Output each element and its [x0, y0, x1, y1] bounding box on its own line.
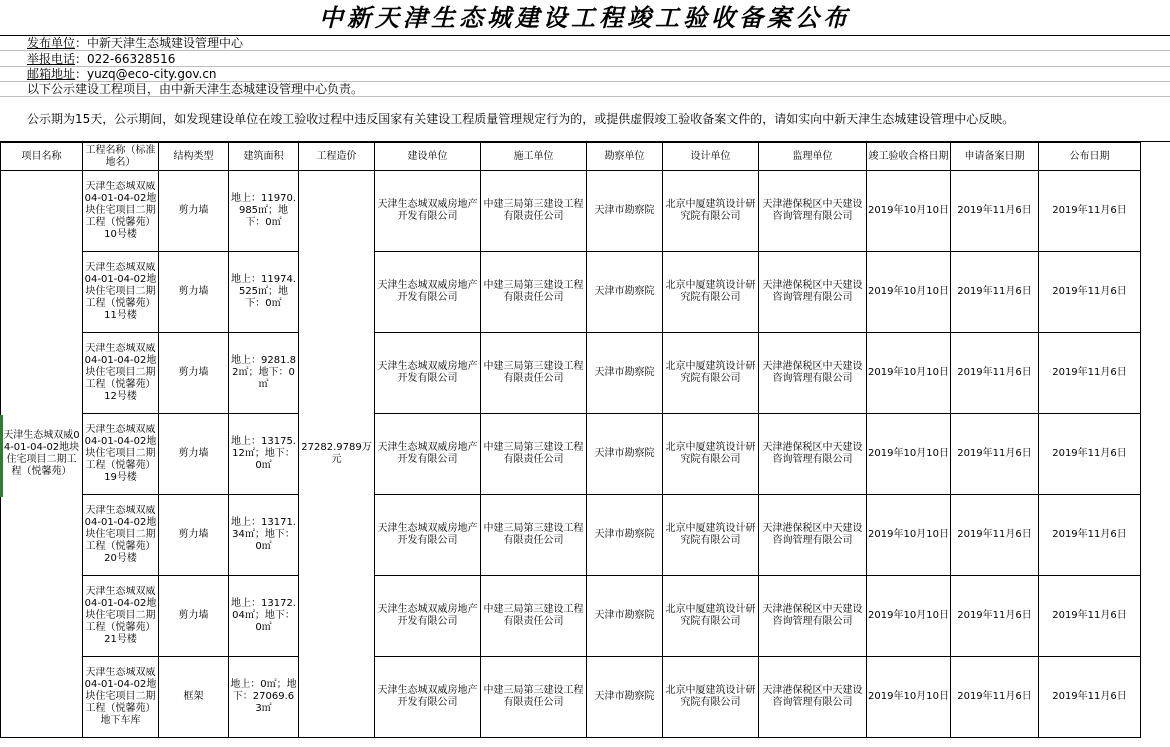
table-cell: 2019年10月10日 — [867, 657, 951, 738]
table-cell — [83, 333, 159, 414]
table-cell: 天津港保税区中天建设咨询管理有限公司 — [759, 576, 867, 657]
table-cell: 天津港保税区中天建设咨询管理有限公司 — [759, 414, 867, 495]
table-cell: 天津生态城双威房地产开发有限公司 — [375, 495, 481, 576]
table-cell: 中建三局第三建设工程有限责任公司 — [481, 657, 587, 738]
table-cell: 地上：13171.34㎡；地下：0㎡ — [229, 495, 299, 576]
info-value: 022-66328516 — [87, 52, 176, 66]
project-name: 天津生态城双威04-01-04-02地块住宅项目二期工程（悦馨苑） — [3, 430, 80, 477]
notice-text: 公示期为15天，公示期间，如发现建设单位在竣工验收过程中违反国家有关建设工程质量管理规定行为的，或提供虚假竣工验收备案文件的，请如实向中新天津生态城建设管理中心反映。 — [0, 96, 1170, 142]
cell-text: 天津生态城双威04-01-04-02地块住宅项目二期工程（悦馨苑）19号楼 — [84, 424, 157, 483]
table-cell: 剪力墙 — [159, 495, 229, 576]
table-cell: 2019年10月10日 — [867, 252, 951, 333]
intro-text: 以下公示建设工程项目，由中新天津生态城建设管理中心负责。 — [0, 81, 1170, 97]
table-cell: 地上：0㎡；地下：27069.63㎡ — [229, 657, 299, 738]
table-cell — [83, 657, 159, 738]
column-header: 项目名称 — [1, 143, 83, 171]
table-row — [1, 657, 1141, 738]
column-header: 公布日期 — [1039, 143, 1141, 171]
table-cell: 天津市勘察院 — [587, 333, 663, 414]
table-cell — [83, 171, 159, 252]
cell-text: 天津生态城双威04-01-04-02地块住宅项目二期工程（悦馨苑）21号楼 — [84, 586, 157, 645]
cell-text: 天津生态城双威04-01-04-02地块住宅项目二期工程（悦馨苑）地下车库 — [84, 667, 157, 726]
table-cell: 天津港保税区中天建设咨询管理有限公司 — [759, 657, 867, 738]
table-cell: 北京中厦建筑设计研究院有限公司 — [663, 333, 759, 414]
table-cell: 2019年10月10日 — [867, 495, 951, 576]
table-row — [1, 252, 1141, 333]
table-cell: 天津港保税区中天建设咨询管理有限公司 — [759, 495, 867, 576]
table-cell: 天津市勘察院 — [587, 657, 663, 738]
title-row — [0, 0, 1170, 36]
table-cell: 2019年11月6日 — [1039, 576, 1141, 657]
table-cell: 天津生态城双威房地产开发有限公司 — [375, 171, 481, 252]
table-cell: 地上：13172.04㎡；地下：0㎡ — [229, 576, 299, 657]
table-cell: 中建三局第三建设工程有限责任公司 — [481, 333, 587, 414]
table-cell: 2019年11月6日 — [951, 576, 1039, 657]
selection-marker — [0, 415, 3, 497]
info-label: 邮箱地址 — [27, 67, 76, 81]
project-cost: 27282.9789万元 — [301, 442, 372, 465]
table-cell: 剪力墙 — [159, 414, 229, 495]
info-value: yuzq@eco-city.gov.cn — [87, 67, 217, 81]
table-cell: 北京中厦建筑设计研究院有限公司 — [663, 495, 759, 576]
column-header: 勘察单位 — [587, 143, 663, 171]
cell-text: 天津生态城双威04-01-04-02地块住宅项目二期工程（悦馨苑）12号楼 — [84, 343, 157, 402]
table-cell: 中建三局第三建设工程有限责任公司 — [481, 414, 587, 495]
table-cell: 2019年11月6日 — [951, 414, 1039, 495]
table-cell: 地上：11970.985㎡；地下：0㎡ — [229, 171, 299, 252]
table-cell: 北京中厦建筑设计研究院有限公司 — [663, 171, 759, 252]
table-cell: 中建三局第三建设工程有限责任公司 — [481, 576, 587, 657]
table-cell: 地上：9281.82㎡；地下：0㎡ — [229, 333, 299, 414]
table-cell — [83, 252, 159, 333]
info-publisher — [0, 35, 1170, 51]
column-header: 建筑面积 — [229, 143, 299, 171]
table-cell: 2019年11月6日 — [1039, 657, 1141, 738]
info-separator: ： — [75, 36, 88, 50]
table-cell: 天津市勘察院 — [587, 414, 663, 495]
column-header: 申请备案日期 — [951, 143, 1039, 171]
table-cell: 2019年11月6日 — [951, 171, 1039, 252]
table-cell: 北京中厦建筑设计研究院有限公司 — [663, 252, 759, 333]
table-cell: 2019年11月6日 — [1039, 414, 1141, 495]
table-cell: 2019年10月10日 — [867, 414, 951, 495]
table-cell: 地上：13175.12㎡；地下：0㎡ — [229, 414, 299, 495]
table-cell — [83, 495, 159, 576]
table-cell: 天津生态城双威房地产开发有限公司 — [375, 657, 481, 738]
column-header: 竣工验收合格日期 — [867, 143, 951, 171]
table-cell: 2019年11月6日 — [1039, 171, 1141, 252]
column-header: 监理单位 — [759, 143, 867, 171]
table-cell — [83, 576, 159, 657]
table-cell: 天津市勘察院 — [587, 576, 663, 657]
table-cell: 剪力墙 — [159, 171, 229, 252]
column-header: 工程造价 — [299, 143, 375, 171]
table-cell: 北京中厦建筑设计研究院有限公司 — [663, 576, 759, 657]
table-cell: 框架 — [159, 657, 229, 738]
table-cell: 2019年11月6日 — [951, 252, 1039, 333]
table-cell: 地上：11974.525㎡；地下：0㎡ — [229, 252, 299, 333]
column-header: 施工单位 — [481, 143, 587, 171]
table-cell: 中建三局第三建设工程有限责任公司 — [481, 252, 587, 333]
cost-cell — [299, 171, 375, 738]
table-cell: 剪力墙 — [159, 333, 229, 414]
table-cell: 天津生态城双威房地产开发有限公司 — [375, 333, 481, 414]
table-cell: 天津市勘察院 — [587, 171, 663, 252]
table-row — [1, 576, 1141, 657]
column-header: 建设单位 — [375, 143, 481, 171]
table-cell: 2019年11月6日 — [1039, 333, 1141, 414]
project-table — [0, 142, 1141, 738]
table-cell: 天津港保税区中天建设咨询管理有限公司 — [759, 333, 867, 414]
table-cell: 天津生态城双威房地产开发有限公司 — [375, 576, 481, 657]
table-cell: 天津市勘察院 — [587, 252, 663, 333]
table-cell: 2019年11月6日 — [951, 495, 1039, 576]
table-cell: 2019年11月6日 — [951, 333, 1039, 414]
table-cell: 北京中厦建筑设计研究院有限公司 — [663, 414, 759, 495]
table-row — [1, 414, 1141, 495]
table-cell: 剪力墙 — [159, 252, 229, 333]
info-separator: ： — [75, 52, 88, 66]
cell-text: 天津生态城双威04-01-04-02地块住宅项目二期工程（悦馨苑）11号楼 — [84, 262, 157, 321]
table-row — [1, 495, 1141, 576]
table-cell: 天津港保税区中天建设咨询管理有限公司 — [759, 252, 867, 333]
table-cell: 天津市勘察院 — [587, 495, 663, 576]
table-cell: 2019年10月10日 — [867, 576, 951, 657]
column-header: 结构类型 — [159, 143, 229, 171]
cell-text: 天津生态城双威04-01-04-02地块住宅项目二期工程（悦馨苑）10号楼 — [84, 181, 157, 240]
table-cell: 2019年11月6日 — [1039, 252, 1141, 333]
page-title: 中新天津生态城建设工程竣工验收备案公布 — [319, 3, 851, 32]
table-header-row — [1, 143, 1141, 171]
table-cell: 中建三局第三建设工程有限责任公司 — [481, 495, 587, 576]
table-cell: 剪力墙 — [159, 576, 229, 657]
table-row — [1, 333, 1141, 414]
info-label: 发布单位 — [27, 36, 76, 50]
column-header: 设计单位 — [663, 143, 759, 171]
table-cell: 2019年11月6日 — [951, 657, 1039, 738]
info-value: 中新天津生态城建设管理中心 — [87, 36, 244, 50]
table-cell: 2019年10月10日 — [867, 333, 951, 414]
table-cell: 天津生态城双威房地产开发有限公司 — [375, 414, 481, 495]
info-label: 举报电话 — [27, 52, 76, 66]
table-cell — [83, 414, 159, 495]
table-cell: 天津港保税区中天建设咨询管理有限公司 — [759, 171, 867, 252]
info-separator: ： — [75, 67, 88, 81]
table-cell: 2019年11月6日 — [1039, 495, 1141, 576]
cell-text: 天津生态城双威04-01-04-02地块住宅项目二期工程（悦馨苑）20号楼 — [84, 505, 157, 564]
table-cell: 北京中厦建筑设计研究院有限公司 — [663, 657, 759, 738]
info-phone — [0, 51, 1170, 67]
project-name-cell — [1, 171, 83, 738]
table-row — [1, 171, 1141, 252]
table-cell: 2019年10月10日 — [867, 171, 951, 252]
info-email — [0, 66, 1170, 82]
table-cell: 天津生态城双威房地产开发有限公司 — [375, 252, 481, 333]
column-header: 工程名称（标准地名） — [83, 143, 159, 171]
table-cell: 中建三局第三建设工程有限责任公司 — [481, 171, 587, 252]
